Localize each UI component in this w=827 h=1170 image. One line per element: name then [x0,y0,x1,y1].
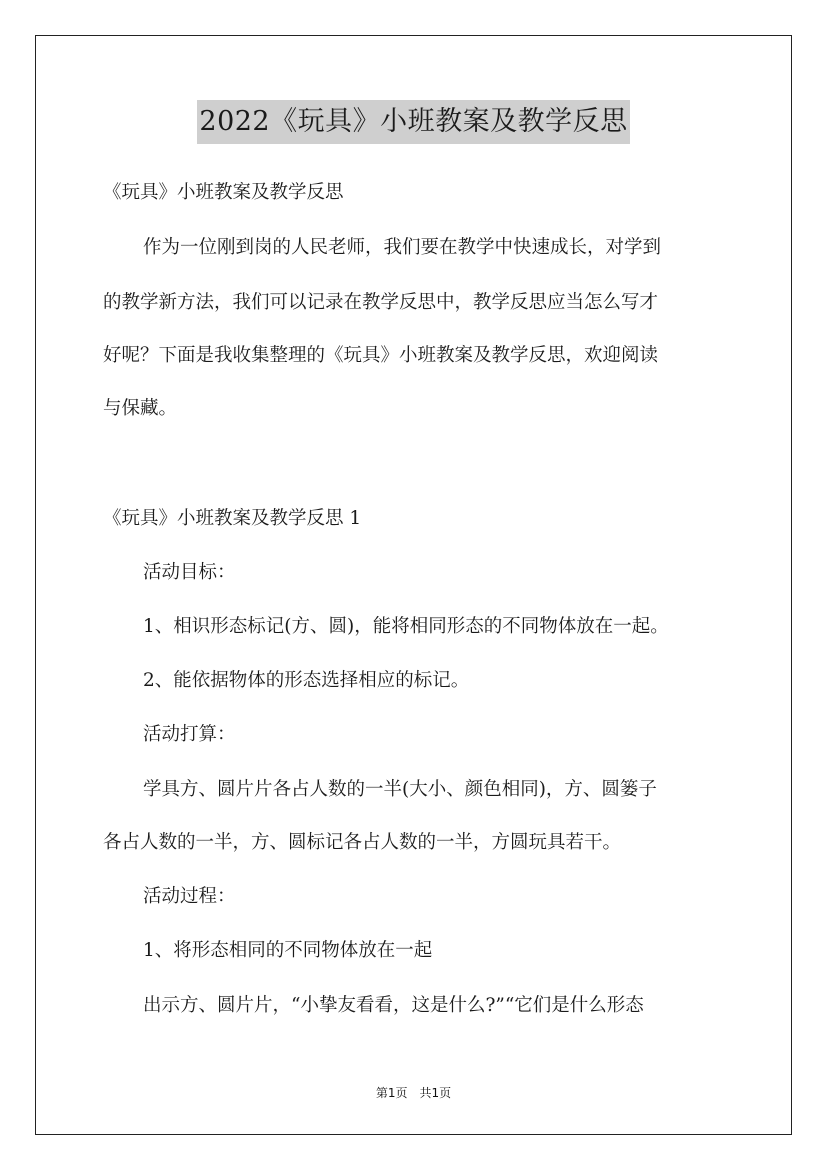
intro-line: 的教学新方法，我们可以记录在教学反思中，教学反思应当怎么写才 [103,292,659,313]
prep-heading: 活动打算： [143,724,236,745]
intro-line: 与保藏。 [103,398,178,419]
goal-item: 2、能依据物体的形态选择相应的标记。 [143,670,470,691]
section-heading: 《玩具》小班教案及教学反思 1 [103,508,362,529]
goal-heading: 活动目标： [143,562,236,583]
process-text: 出示方、圆片片，“小挚友看看，这是什么?”“它们是什么形态 [143,995,644,1016]
title-container [0,100,827,144]
prep-line: 学具方、圆片片各占人数的一半(大小、颜色相同)，方、圆篓子 [143,779,657,800]
process-heading: 活动过程： [143,886,236,907]
intro-line: 作为一位刚到岗的人民老师，我们要在教学中快速成长，对学到 [143,237,662,258]
goal-item: 1、相识形态标记(方、圆)，能将相同形态的不同物体放在一起。 [143,616,669,637]
subtitle: 《玩具》小班教案及教学反思 [103,182,344,203]
process-item: 1、将形态相同的不同物体放在一起 [143,940,433,961]
page-footer: 第1页 共1页 [375,1086,452,1100]
prep-line: 各占人数的一半，方、圆标记各占人数的一半，方圆玩具若干。 [103,832,622,853]
document-title: 2022《玩具》小班教案及教学反思 [197,100,629,144]
intro-line: 好呢？下面是我收集整理的《玩具》小班教案及教学反思，欢迎阅读 [103,345,659,366]
